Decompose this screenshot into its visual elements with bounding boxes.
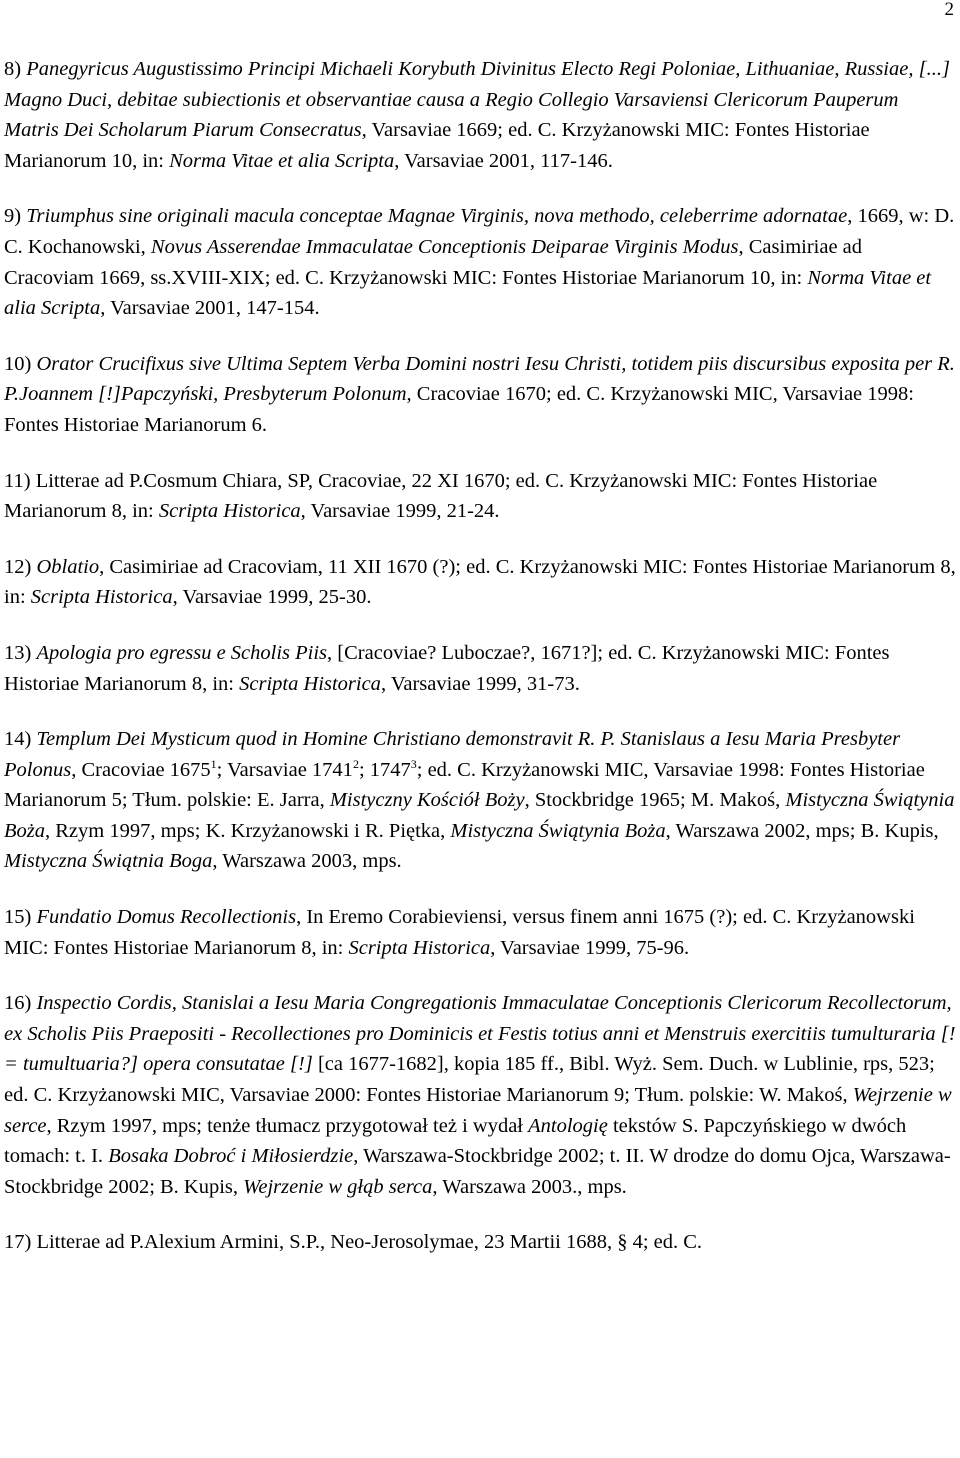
bibliography-entry: [4, 201, 956, 323]
entry-title-italic: Scripta Historica: [30, 586, 173, 609]
entry-text: , Varsaviae 1999, 25-30.: [172, 586, 372, 609]
entry-text: ; Varsaviae 1741: [216, 758, 353, 781]
entry-number: 8): [4, 58, 22, 80]
entry-text: , Warszawa-Stockbridge 2002; t. II. W drodze do domu Ojca, Warszawa-Stockbridge 2002; B. Kupis,: [4, 1145, 951, 1198]
entry-title-italic: Oblatio: [36, 555, 100, 578]
entry-text: , Rzym 1997, mps; tenże tłumacz przygotował też i wydał: [46, 1114, 529, 1137]
entry-text: , Casimiriae ad Cracoviam 1669, ss.XVIII-XIX; ed. C. Krzyżanowski MIC: Fontes Historiae Marianorum 10, in:: [4, 235, 863, 289]
entry-title-italic: Mistyczny Kościół Boży: [329, 789, 525, 812]
entry-text: , Warszawa 2003, mps.: [212, 850, 402, 873]
entry-title-italic: Templum Dei Mysticum quod in Homine Christiano demonstravit R. P. Stanislaus a Iesu Maria Presbyter Polonus: [4, 728, 901, 781]
entry-text: ; 1747: [358, 758, 411, 781]
bibliography-entry: [4, 466, 956, 527]
entry-title-italic: Norma Vitae et alia Scripta: [4, 266, 932, 320]
entry-title-italic: Fundatio Domus Recollectionis: [36, 906, 297, 929]
bibliography-entry: [4, 349, 956, 441]
entry-number: 10): [4, 352, 32, 375]
entry-title-italic: Wejrzenie w głąb serca: [243, 1175, 433, 1198]
entry-text: , Casimiriae ad Cracoviam, 11 XII 1670 (?); ed. C. Krzyżanowski MIC: Fontes Historiae Marianorum 8, in:: [4, 555, 956, 609]
edition-superscript: 1: [210, 756, 217, 771]
bibliography-entry: [4, 54, 956, 176]
entry-title-italic: Scripta Historica: [348, 936, 491, 959]
entry-text: tekstów S. Papczyńskiego w dwóch tomach: t. I.: [4, 1114, 907, 1168]
entry-text: , Cracoviae 1675: [71, 758, 211, 781]
entry-title-italic: Scripta Historica: [239, 672, 381, 695]
entry-title-italic: Antologię: [528, 1114, 608, 1137]
entry-number: 9): [4, 205, 22, 228]
entry-number: 16): [4, 992, 32, 1015]
bibliography-entry: [4, 552, 956, 613]
entry-text: , Warszawa 2003., mps.: [432, 1175, 627, 1198]
entry-title-italic: Mistyczna Świątynia Boża: [450, 819, 666, 842]
edition-superscript: 3: [410, 756, 417, 771]
entry-title-italic: Inspectio Cordis, Stanislai a Iesu Maria Congregationis Immaculatae Conceptionis Clericorum Recollectorum, ex Scholis Piis Praepositi - Recollectiones pro Dominicis et Festis totius anni et Menstruis exercitiis tumulturaria [! = tumultuaria?] opera consutatae [!]: [4, 992, 956, 1076]
entry-number: 11): [4, 469, 31, 492]
entry-title-italic: Orator Crucifixus sive Ultima Septem Verba Domini nostri Iesu Christi, totidem piis discursibus exposita per R. P.Joannem [!]Papczyński, Presbyterum Polonum: [4, 352, 955, 406]
entry-text: , [Cracoviae? Luboczae?, 1671?]; ed. C. Krzyżanowski MIC: Fontes Historiae Marianorum 8, in:: [4, 641, 890, 695]
entry-text: , Varsaviae 1999, 21-24.: [300, 500, 500, 523]
entry-text: Litterae ad P.Cosmum Chiara, SP, Cracoviae, 22 XI 1670; ed. C. Krzyżanowski MIC: Fontes Historiae Marianorum 8, in:: [4, 469, 878, 523]
entry-text: , 1669, w: D. C. Kochanowski,: [4, 205, 955, 258]
entry-text: , Varsaviae 2001, 147-154.: [100, 297, 320, 320]
bibliography-entry: [4, 638, 956, 699]
entry-title-italic: Bosaka Dobroć i Miłosierdzie: [108, 1145, 354, 1168]
entry-title-italic: Mistyczna Świątynia Boża: [4, 789, 955, 842]
entry-title-italic: Novus Asserendae Immaculatae Conceptionis Deiparae Virginis Modus: [150, 235, 739, 258]
entry-text: , Varsaviae 2001, 117-146.: [394, 149, 613, 172]
entry-number: 17): [4, 1231, 32, 1254]
bibliography-list: [4, 54, 956, 1283]
bibliography-entry: [4, 902, 956, 963]
entry-number: 14): [4, 728, 32, 751]
edition-superscript: 2: [352, 756, 359, 771]
entry-title-italic: Panegyricus Augustissimo Principi Michaeli Korybuth Divinitus Electo Regi Poloniae, Lithuaniae, Russiae, [...] Magno Duci, debitae subiectionis et observantiae causa a Regio Collegio Varsaviensi Clericorum Pauperum Matris Dei Scholarum Piarum Consecratus,: [4, 58, 950, 142]
entry-text: , Varsaviae 1999, 31-73.: [380, 672, 580, 695]
entry-text: , In Eremo Corabieviensi, versus finem anni 1675 (?); ed. C. Krzyżanowski MIC: Fontes Historiae Marianorum 8, in:: [4, 906, 915, 959]
entry-text: , Warszawa 2002, mps; B. Kupis,: [665, 819, 939, 842]
entry-text: Litterae ad P.Alexium Armini, S.P., Neo-Jerosolymae, 23 Martii 1688, § 4; ed. C.: [36, 1231, 703, 1254]
entry-title-italic: Mistyczna Świątnia Boga: [4, 850, 213, 873]
entry-number: 12): [4, 555, 32, 578]
page-number: 2: [944, 0, 954, 20]
entry-title-italic: Wejrzenie w serce: [4, 1084, 952, 1137]
bibliography-entry: [4, 1227, 956, 1258]
entry-text: , Varsaviae 1999, 75-96.: [490, 936, 690, 959]
entry-number: 15): [4, 906, 32, 929]
entry-text: , Rzym 1997, mps; K. Krzyżanowski i R. Piętka,: [45, 819, 451, 842]
entry-text: Varsaviae 1669; ed. C. Krzyżanowski MIC: Fontes Historiae Marianorum 10, in:: [4, 119, 870, 172]
entry-title-italic: Scripta Historica: [158, 500, 301, 523]
bibliography-entry: [4, 988, 956, 1202]
entry-title-italic: Norma Vitae et alia Scripta: [169, 149, 395, 172]
entry-text: , Cracoviae 1670; ed. C. Krzyżanowski MIC, Varsaviae 1998: Fontes Historiae Marianorum 6.: [4, 383, 914, 436]
entry-title-italic: Triumphus sine originali macula conceptae Magnae Virginis, nova methodo, celeberrime adornatae: [26, 205, 848, 228]
entry-text: ; ed. C. Krzyżanowski MIC, Varsaviae 1998: Fontes Historiae Marianorum 5; Tłum. polskie: E. Jarra,: [4, 758, 925, 812]
entry-title-italic: Apologia pro egressu e Scholis Piis: [36, 641, 328, 664]
bibliography-entry: [4, 724, 956, 877]
entry-text: , Stockbridge 1965; M. Makoś,: [524, 789, 786, 812]
entry-number: 13): [4, 641, 32, 664]
entry-text: [ca 1677-1682], kopia 185 ff., Bibl. Wyż. Sem. Duch. w Lublinie, rps, 523; ed. C. Krzyżanowski MIC, Varsaviae 2000: Fontes Historiae Marianorum 9; Tłum. polskie: W. Makoś,: [4, 1053, 935, 1107]
